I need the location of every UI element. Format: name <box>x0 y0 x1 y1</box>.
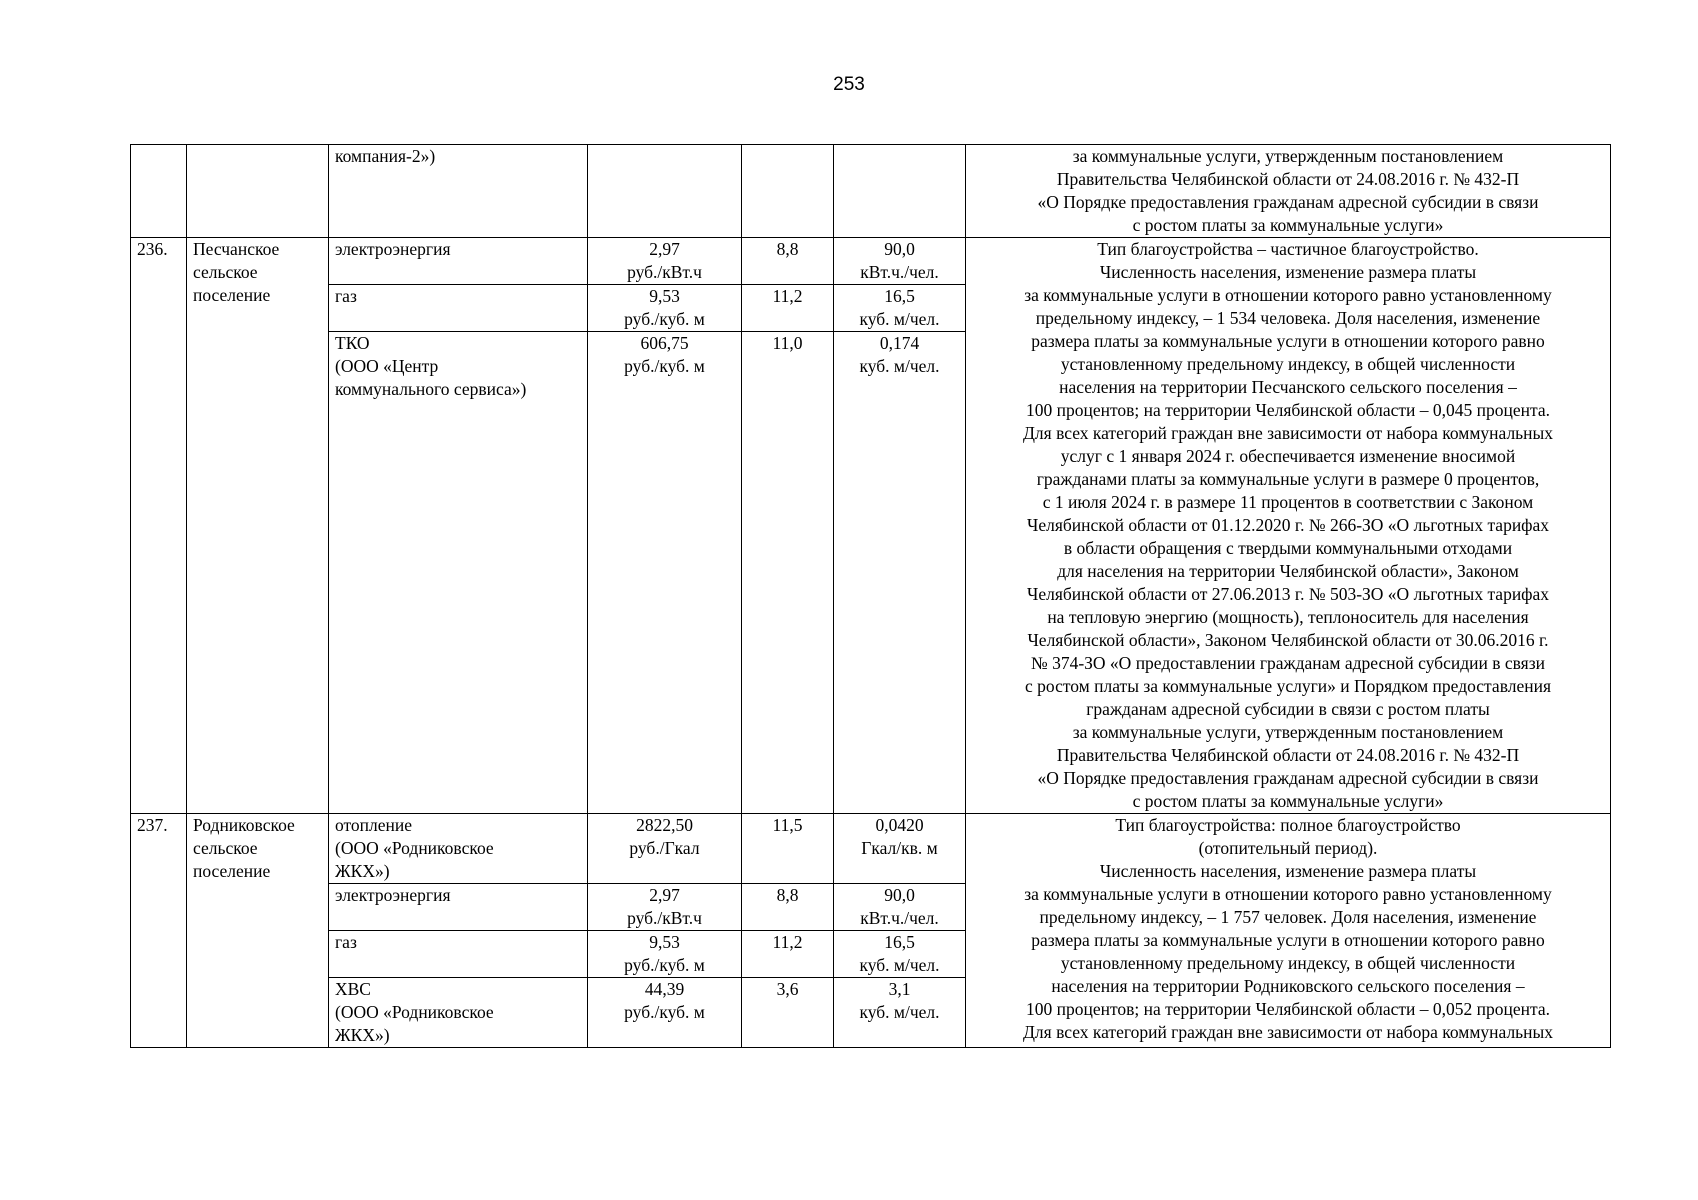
cell-index: 11,2 <box>742 285 834 332</box>
page-number: 253 <box>833 74 865 95</box>
cell-service: ТКО (ООО «Центр коммунального сервиса») <box>329 332 588 814</box>
cell-index: 11,0 <box>742 332 834 814</box>
cell-number <box>131 145 187 238</box>
cell-tariff: 2822,50 руб./Гкал <box>588 814 742 884</box>
table-row-236-service-1 <box>131 238 1611 285</box>
cell-number: 237. <box>131 814 187 1048</box>
cell-volume: 90,0 кВт.ч./чел. <box>834 238 966 285</box>
cell-tariff <box>588 145 742 238</box>
cell-number: 236. <box>131 238 187 814</box>
cell-settlement: Песчанское сельское поселение <box>187 238 329 814</box>
cell-tariff: 2,97 руб./кВт.ч <box>588 884 742 931</box>
cell-description: Тип благоустройства – частичное благоустройство. Численность населения, изменение размера платы за коммунальные услуги в отношении которого равно установленному предельному индексу, – 1 534 человека. Доля населения, изменение размера платы за коммунальные услуги в отношении которого равно установленному предельному индексу, в общей численности населения на территории Песчанского сельского поселения – 100 процентов; на территории Челябинской области – 0,045 процента. Для всех категорий граждан вне зависимости от набора коммунальных услуг с 1 января 2024 г. обеспечивается изменение вносимой гражданами платы за коммунальные услуги в размере 0 процентов, с 1 июля 2024 г. в размере 11 процентов в соответствии с Законом Челябинской области от 01.12.2020 г. № 266-ЗО «О льготных тарифах в области обращения с твердыми коммунальными отходами для населения на территории Челябинской области», Законом Челябинской области от 27.06.2013 г. № 503-ЗО «О льготных тарифах на тепловую энергию (мощность), теплоноситель для населения Челябинской области», Законом Челябинской области от 30.06.2016 г. № 374-ЗО «О предоставлении гражданам адресной субсидии в связи с ростом платы за коммунальные услуги» и Порядком предоставления гражданам адресной субсидии в связи с ростом платы за коммунальные услуги, утвержденным постановлением Правительства Челябинской области от 24.08.2016 г. № 432-П «О Порядке предоставления гражданам адресной субсидии в связи с ростом платы за коммунальные услуги» <box>966 238 1611 814</box>
cell-volume: 16,5 куб. м/чел. <box>834 931 966 978</box>
cell-description: Тип благоустройства: полное благоустройство (отопительный период). Численность населения, изменение размера платы за коммунальные услуги в отношении которого равно установленному предельному индексу, – 1 757 человек. Доля населения, изменение размера платы за коммунальные услуги в отношении которого равно установленному предельному индексу, в общей численности населения на территории Родниковского сельского поселения – 100 процентов; на территории Челябинской области – 0,052 процента. Для всех категорий граждан вне зависимости от набора коммунальных <box>966 814 1611 1048</box>
cell-volume: 0,174 куб. м/чел. <box>834 332 966 814</box>
cell-service: электроэнергия <box>329 238 588 285</box>
cell-volume: 3,1 куб. м/чел. <box>834 978 966 1048</box>
cell-service: отопление (ООО «Родниковское ЖКХ») <box>329 814 588 884</box>
cell-volume: 90,0 кВт.ч./чел. <box>834 884 966 931</box>
table-row-237-service-1 <box>131 814 1611 884</box>
cell-index: 8,8 <box>742 238 834 285</box>
cell-index: 11,2 <box>742 931 834 978</box>
cell-tariff: 44,39 руб./куб. м <box>588 978 742 1048</box>
cell-volume: 16,5 куб. м/чел. <box>834 285 966 332</box>
cell-service: электроэнергия <box>329 884 588 931</box>
cell-tariff: 9,53 руб./куб. м <box>588 931 742 978</box>
cell-index <box>742 145 834 238</box>
cell-service: компания-2») <box>329 145 588 238</box>
table-body <box>131 145 1611 1048</box>
tariff-table <box>130 144 1611 1048</box>
cell-index: 3,6 <box>742 978 834 1048</box>
cell-tariff: 606,75 руб./куб. м <box>588 332 742 814</box>
cell-settlement <box>187 145 329 238</box>
cell-description: за коммунальные услуги, утвержденным постановлением Правительства Челябинской области от 24.08.2016 г. № 432-П «О Порядке предоставления гражданам адресной субсидии в связи с ростом платы за коммунальные услуги» <box>966 145 1611 238</box>
cell-settlement: Родниковское сельское поселение <box>187 814 329 1048</box>
cell-service: газ <box>329 931 588 978</box>
cell-tariff: 9,53 руб./куб. м <box>588 285 742 332</box>
cell-index: 11,5 <box>742 814 834 884</box>
cell-tariff: 2,97 руб./кВт.ч <box>588 238 742 285</box>
cell-volume <box>834 145 966 238</box>
table-row-carry-over <box>131 145 1611 238</box>
cell-volume: 0,0420 Гкал/кв. м <box>834 814 966 884</box>
cell-index: 8,8 <box>742 884 834 931</box>
cell-service: ХВС (ООО «Родниковское ЖКХ») <box>329 978 588 1048</box>
cell-service: газ <box>329 285 588 332</box>
